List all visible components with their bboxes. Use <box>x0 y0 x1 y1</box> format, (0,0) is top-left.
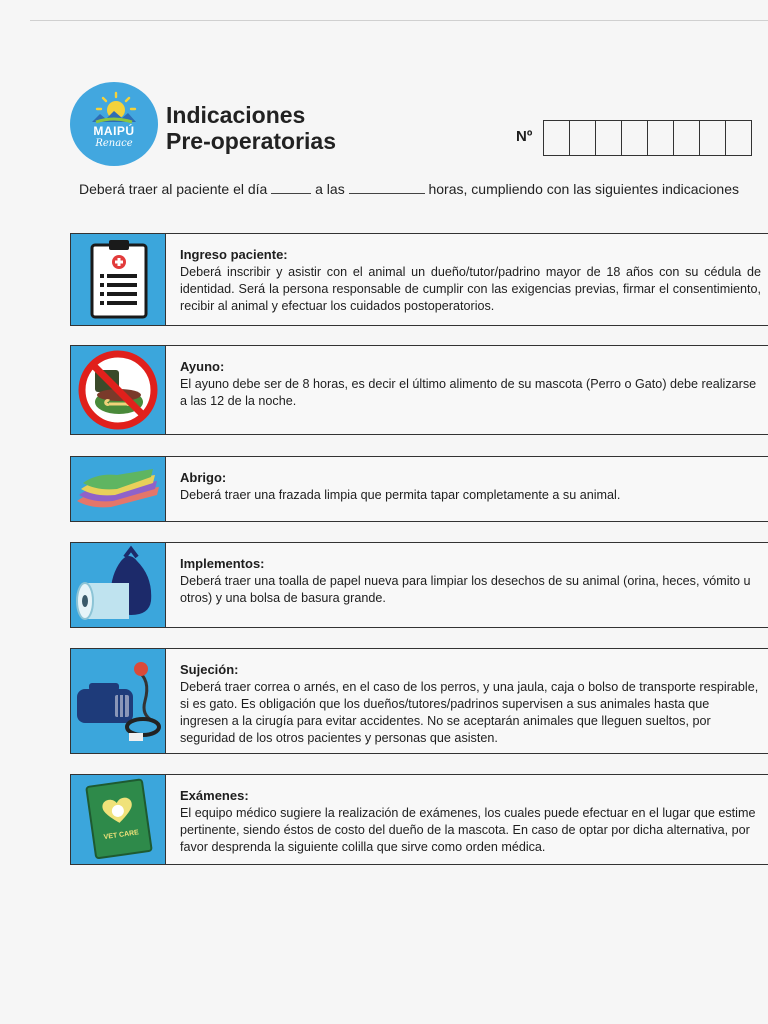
section-body: Deberá traer correa o arnés, en el caso de los perros, y una jaula, caja o bolso de transporte respirable, si es gato. Es obligación que los dueños/tutores/padrinos supervisen a sus animales hasta que ingresen a la cirugía para evitar accidentes. No se aceptarán animales que lleguen sueltos, por seguridad de los otros pacientes y personas que asisten. <box>180 680 759 745</box>
section-body: Deberá inscribir y asistir con el animal un dueño/tutor/padrino mayor de 18 años con su cédula de identidad. Será la persona responsable de cumplir con las exigencias previas, firmar el consentimiento, recibir al animal y efectuar los cuidados postoperatorios. <box>180 265 761 313</box>
number-box[interactable] <box>595 120 622 156</box>
section-text <box>166 543 768 627</box>
number-box[interactable] <box>699 120 726 156</box>
section-text <box>166 457 628 521</box>
pet-carrier-icon <box>71 649 165 753</box>
section-ayuno <box>70 345 768 435</box>
intro-text-3: horas, cumpliendo con las siguientes indicaciones <box>428 181 739 197</box>
vet-passport-icon <box>71 775 165 864</box>
section-icon-cell <box>71 234 166 325</box>
section-icon-cell <box>71 649 166 753</box>
page-title-line2: Pre-operatorias <box>166 128 337 154</box>
section-title: Ingreso paciente: <box>180 247 288 262</box>
paper-towel-trash-bag-icon <box>71 543 165 627</box>
section-body: Deberá traer una toalla de papel nueva para limpiar los desechos de su animal (orina, heces, vómito u otros) y una bolsa de basura grande. <box>180 574 751 605</box>
section-body: El equipo médico sugiere la realización de exámenes, los cuales puede efectuar en el lugar que estime pertinente, siendo éstos de costo del dueño de la mascota. En caso de optar por dicha alternativa, por favor desprenda la siguiente colilla que sirve como orden médica. <box>180 806 756 854</box>
clipboard-icon <box>71 234 165 325</box>
logo-main-text: MAIPÚ <box>93 124 135 138</box>
number-box[interactable] <box>621 120 648 156</box>
maipu-renace-logo <box>70 82 158 166</box>
section-examenes <box>70 774 768 865</box>
number-box[interactable] <box>569 120 596 156</box>
section-text <box>166 234 768 325</box>
number-box[interactable] <box>673 120 700 156</box>
section-icon-cell <box>71 775 166 864</box>
logo-sub-text: Renace <box>95 138 133 149</box>
day-blank[interactable] <box>271 183 311 194</box>
no-food-icon <box>71 346 165 434</box>
number-box[interactable] <box>725 120 752 156</box>
page-title <box>166 102 336 154</box>
section-title: Sujeción: <box>180 662 239 677</box>
number-boxes <box>543 120 752 156</box>
section-icon-cell <box>71 346 166 434</box>
page-top-rule <box>30 20 768 21</box>
intro-sentence <box>79 181 739 197</box>
section-text <box>166 775 768 864</box>
hour-blank[interactable] <box>349 183 425 194</box>
number-box[interactable] <box>543 120 570 156</box>
section-icon-cell <box>71 543 166 627</box>
number-box[interactable] <box>647 120 674 156</box>
page-title-line1: Indicaciones <box>166 102 306 128</box>
section-sujecion <box>70 648 768 754</box>
section-ingreso <box>70 233 768 326</box>
section-implementos <box>70 542 768 628</box>
section-title: Ayuno: <box>180 359 225 374</box>
section-title: Implementos: <box>180 556 265 571</box>
blanket-icon <box>71 457 165 521</box>
section-text <box>166 649 768 753</box>
section-title: Abrigo: <box>180 470 227 485</box>
section-title: Exámenes: <box>180 788 249 803</box>
vet-care-badge: VET CARE <box>103 829 140 842</box>
section-body: Deberá traer una frazada limpia que permita tapar completamente a su animal. <box>180 488 621 502</box>
section-abrigo <box>70 456 768 522</box>
number-label: Nº <box>516 128 533 145</box>
intro-text-2: a las <box>315 181 345 197</box>
intro-text-1: Deberá traer al paciente el día <box>79 181 268 197</box>
section-text <box>166 346 768 434</box>
section-body: El ayuno debe ser de 8 horas, es decir el último alimento de su mascota (Perro o Gato) debe realizarse a las 12 de la noche. <box>180 377 757 408</box>
section-icon-cell <box>71 457 166 521</box>
